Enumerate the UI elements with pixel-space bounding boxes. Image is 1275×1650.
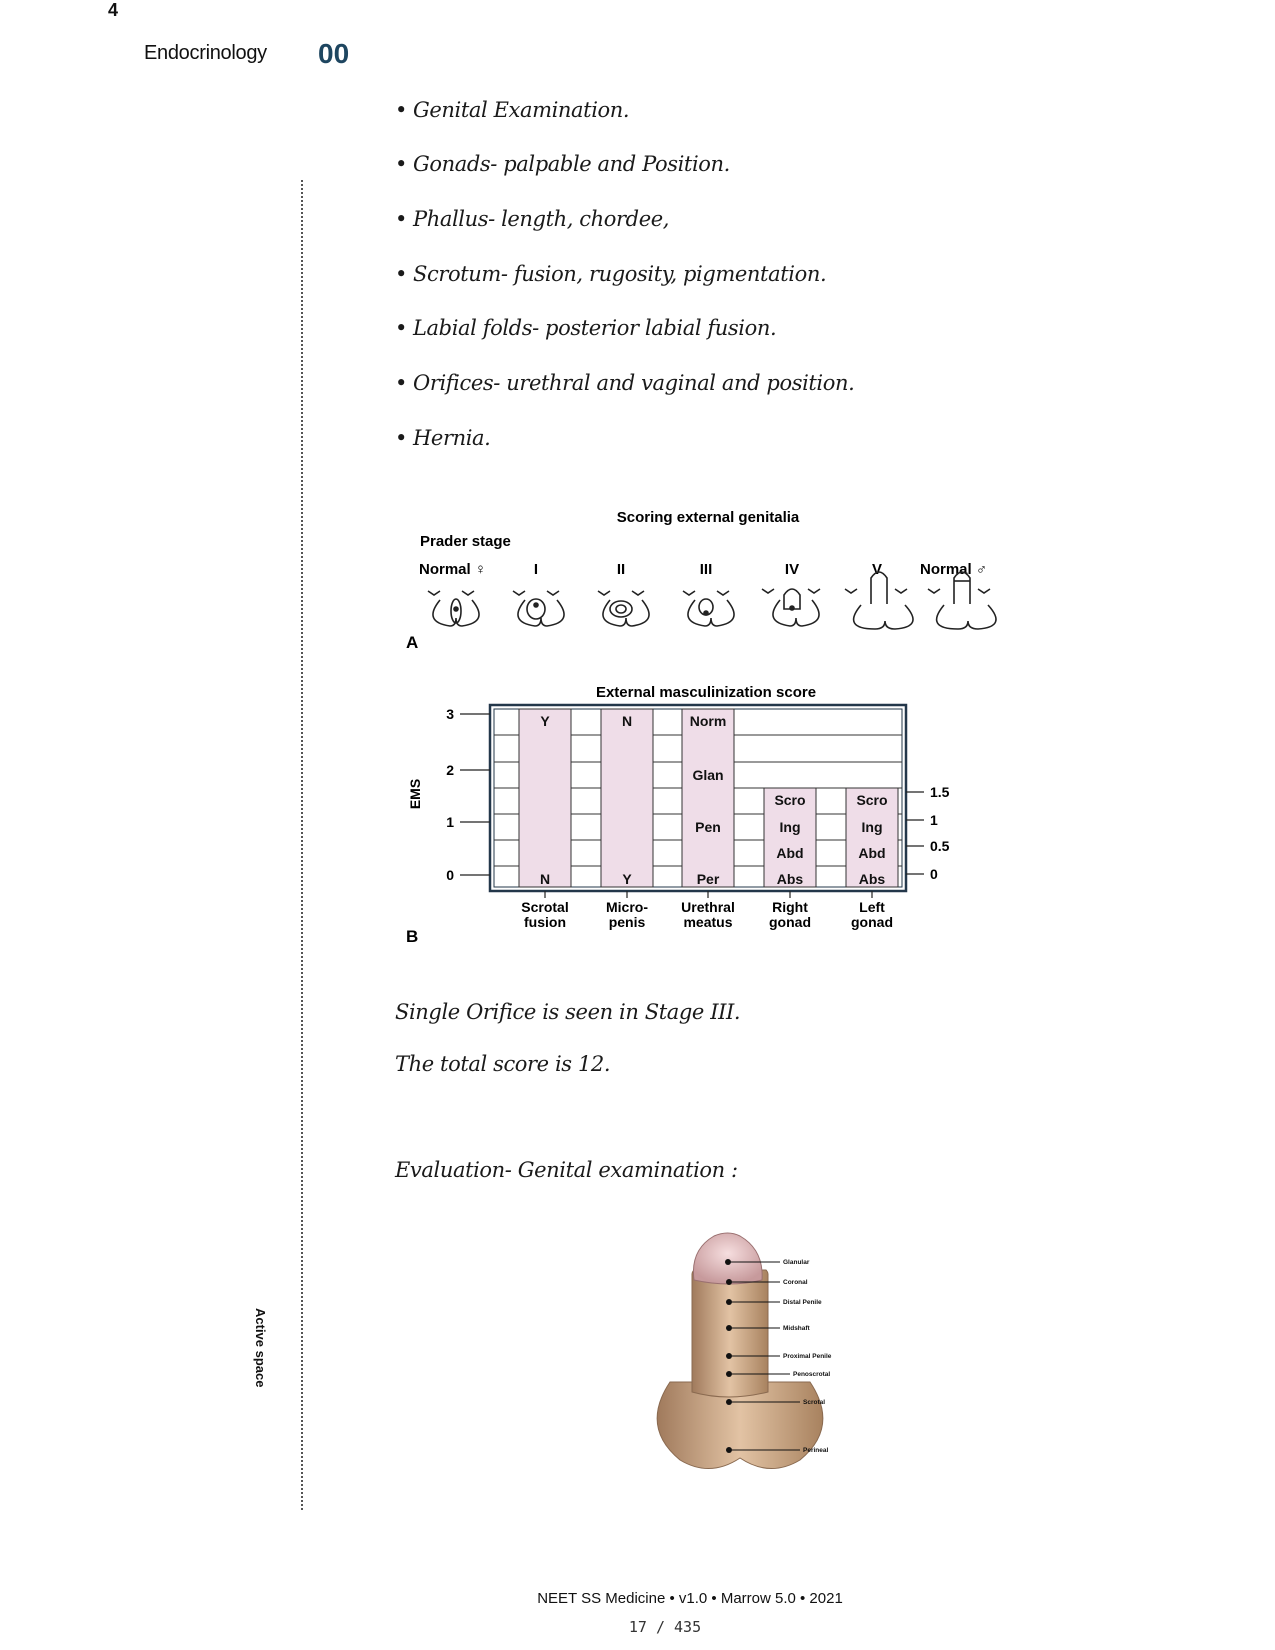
cell-scrotal-n: N <box>539 871 551 887</box>
col-label-fusion: fusion <box>524 914 566 930</box>
note-total-score: The total score is 12. <box>395 1052 611 1076</box>
col-label-left-gonad: gonad <box>851 914 893 930</box>
col-label-scrotal: Scrotal <box>521 899 569 915</box>
glans-shape <box>693 1233 762 1284</box>
left-tick-0: 0 <box>446 867 454 883</box>
drawing-normal-male <box>928 572 996 629</box>
right-tick-0-5: 0.5 <box>930 838 950 854</box>
cell-meatus-glan: Glan <box>692 767 724 783</box>
column-urethral-meatus <box>682 709 734 887</box>
col-label-urethral: Urethral <box>681 899 735 915</box>
cell-micropenis-n: N <box>621 713 633 729</box>
label-distal-penile: Distal Penile <box>783 1299 822 1306</box>
drawing-stage-5 <box>845 572 913 629</box>
stage-1: I <box>533 561 539 578</box>
footer-edition: NEET SS Medicine • v1.0 • Marrow 5.0 • 2021 <box>537 1590 843 1607</box>
cell-meatus-pen: Pen <box>695 819 721 835</box>
cell-micropenis-y: Y <box>622 871 632 887</box>
stage-normal-male: Normal ♂ <box>920 561 988 578</box>
cell-meatus-norm: Norm <box>689 713 727 729</box>
page-indicator: 17 / 435 <box>628 1618 702 1636</box>
active-space-label: Active space <box>253 1308 268 1388</box>
col-label-meatus: meatus <box>683 914 733 930</box>
drawing-stage-4 <box>762 589 820 626</box>
label-penoscrotal: Penoscrotal <box>793 1371 831 1378</box>
col-label-left: Left <box>859 899 885 915</box>
stage-4: IV <box>784 561 800 578</box>
shaft-shape <box>692 1270 768 1397</box>
margin-dotted-line <box>301 180 303 1510</box>
right-axis-ticks <box>906 792 924 874</box>
right-tick-1-5: 1.5 <box>930 784 950 800</box>
col-label-right-gonad: gonad <box>769 914 811 930</box>
cell-left-scro: Scro <box>856 792 888 808</box>
bullet-scrotum: • Scrotum- fusion, rugosity, pigmentation. <box>395 262 826 286</box>
left-tick-2: 2 <box>446 762 454 778</box>
left-tick-3: 3 <box>446 706 454 722</box>
cell-right-abs: Abs <box>776 871 804 887</box>
evaluation-heading: Evaluation- Genital examination : <box>395 1158 738 1182</box>
stage-3: III <box>699 561 713 578</box>
drawing-stage-3 <box>683 591 734 626</box>
note-single-orifice: Single Orifice is seen in Stage III. <box>395 1000 741 1024</box>
figure-b-title: External masculinization score <box>595 684 817 701</box>
bullet-labial-folds: • Labial folds- posterior labial fusion. <box>395 316 776 340</box>
cell-left-abs: Abs <box>858 871 886 887</box>
page-number: 4 <box>108 0 119 20</box>
drawing-normal-female <box>428 591 479 626</box>
left-axis-ticks <box>460 714 490 875</box>
cell-right-scro: Scro <box>774 792 806 808</box>
right-tick-1: 1 <box>930 812 938 828</box>
stage-2: II <box>616 561 626 578</box>
col-label-micro: Micro- <box>606 899 648 915</box>
bullet-phallus: • Phallus- length, chordee, <box>395 207 669 231</box>
label-glanular: Glanular <box>783 1259 810 1266</box>
drawing-stage-1 <box>513 591 564 626</box>
figure-prader-stages <box>400 505 1020 680</box>
bullet-orifices: • Orifices- urethral and vaginal and position. <box>395 371 854 395</box>
cell-left-ing: Ing <box>861 819 883 835</box>
col-label-penis: penis <box>608 914 646 930</box>
figure-a-label: A <box>406 633 419 652</box>
figure-a-title: Scoring external genitalia <box>616 509 800 526</box>
column-micropenis <box>601 709 653 887</box>
cell-scrotal-y: Y <box>540 713 550 729</box>
label-scrotal: Scrotal <box>803 1399 826 1406</box>
bullet-hernia: • Hernia. <box>395 426 490 450</box>
ems-axis-label: EMS <box>407 778 423 810</box>
col-label-right: Right <box>772 899 808 915</box>
label-midshaft: Midshaft <box>783 1325 810 1332</box>
cell-left-abd: Abd <box>858 845 886 861</box>
bullet-gonads: • Gonads- palpable and Position. <box>395 152 730 176</box>
chapter-number: 00 <box>318 38 350 69</box>
figure-ems-chart <box>400 682 1020 952</box>
left-tick-1: 1 <box>446 814 454 830</box>
figure-b-label: B <box>406 927 419 946</box>
stage-normal-female: Normal ♀ <box>419 561 487 578</box>
bullet-genital-exam: • Genital Examination. <box>395 98 629 122</box>
subject-title: Endocrinology <box>144 42 267 64</box>
column-scrotal-fusion <box>519 709 571 887</box>
cell-right-abd: Abd <box>776 845 804 861</box>
cell-right-ing: Ing <box>779 819 801 835</box>
right-tick-0: 0 <box>930 866 938 882</box>
figure-hypospadias-locations <box>640 1232 860 1482</box>
prader-stage-label: Prader stage <box>420 533 511 550</box>
stage-5: V <box>871 561 883 578</box>
cell-meatus-per: Per <box>696 871 720 887</box>
label-proximal-penile: Proximal Penile <box>783 1353 832 1360</box>
label-coronal: Coronal <box>783 1279 808 1286</box>
label-perineal: Perineal <box>803 1447 829 1454</box>
drawing-stage-2 <box>598 591 649 626</box>
